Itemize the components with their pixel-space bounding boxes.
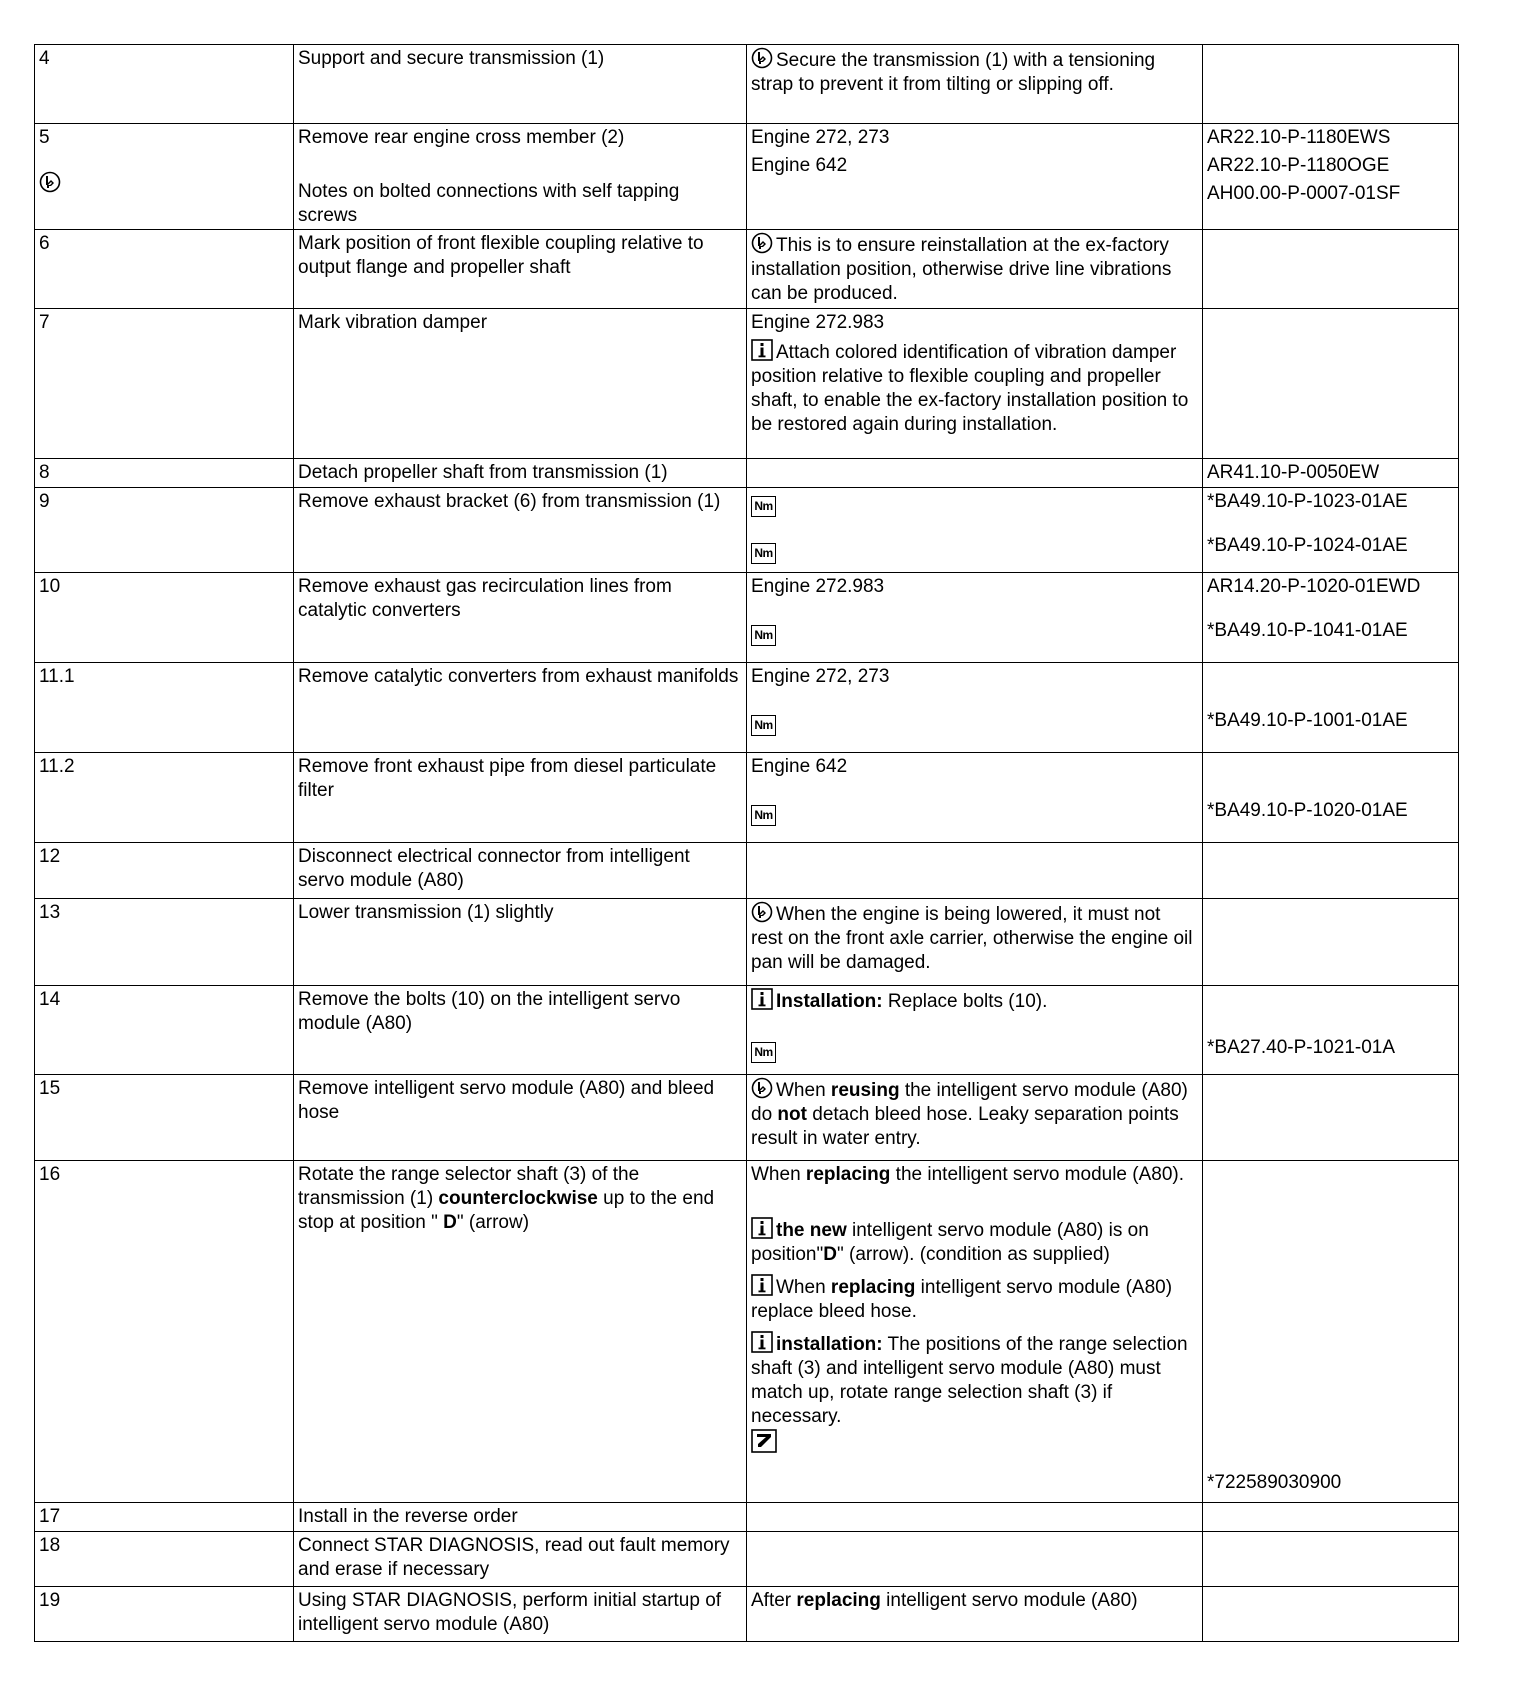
warning-icon bbox=[751, 47, 773, 69]
note-cell bbox=[747, 1532, 1203, 1587]
step-number: 7 bbox=[35, 309, 294, 459]
procedure-table bbox=[34, 44, 1459, 1642]
info-icon bbox=[751, 988, 773, 1010]
reference-cell bbox=[1203, 230, 1459, 309]
operation-text: Remove exhaust bracket (6) from transmission (1) bbox=[298, 491, 721, 512]
note-text: Engine 272.983 bbox=[751, 576, 885, 597]
table-row bbox=[35, 1075, 1459, 1161]
operation-text: Detach propeller shaft from transmission (1) bbox=[298, 462, 668, 483]
warning-icon bbox=[751, 232, 773, 254]
info-icon bbox=[751, 1217, 773, 1239]
step-number: 13 bbox=[35, 899, 294, 986]
table-row bbox=[35, 459, 1459, 488]
step-number: 12 bbox=[35, 843, 294, 899]
operation-cell bbox=[294, 309, 747, 459]
operation-text: Lower transmission (1) slightly bbox=[298, 902, 554, 923]
note-text: Engine 642 bbox=[751, 155, 848, 176]
reference-cell bbox=[1203, 663, 1459, 753]
operation-cell bbox=[294, 1587, 747, 1642]
info-icon bbox=[751, 1331, 773, 1353]
operation-text: Using STAR DIAGNOSIS, perform initial startup of intelligent servo module (A80) bbox=[298, 1590, 722, 1635]
note-cell: When replacing the intelligent servo module (A80). the new intelligent servo module (A80) is on position"D" (arrow). (condition as supplied) When replacing intelligent servo module (A80) replace bleed hose. installation: The positions of the range selection shaft (3) and intelligent servo module (A80) must match up, rotate range selection shaft (3) if necessary. bbox=[747, 1161, 1203, 1503]
reference-cell bbox=[1203, 1587, 1459, 1642]
step-number: 9 bbox=[35, 488, 294, 573]
operation-cell bbox=[294, 1532, 747, 1587]
warning-icon bbox=[39, 171, 61, 193]
note-cell bbox=[747, 573, 1203, 663]
note-cell bbox=[747, 986, 1203, 1075]
step-number: 11.2 bbox=[35, 753, 294, 843]
operation-cell bbox=[294, 843, 747, 899]
step-number: 14 bbox=[35, 986, 294, 1075]
table-row bbox=[35, 1161, 1459, 1503]
operation-text: Remove rear engine cross member (2) bbox=[298, 127, 625, 148]
note-cell: After replacing intelligent servo module (A80) bbox=[747, 1587, 1203, 1642]
reference-code: *BA49.10-P-1041-01AE bbox=[1207, 620, 1408, 641]
operation-cell bbox=[294, 230, 747, 309]
operation-cell bbox=[294, 986, 747, 1075]
table-row bbox=[35, 1532, 1459, 1587]
reference-cell bbox=[1203, 1161, 1459, 1503]
reference-cell bbox=[1203, 753, 1459, 843]
reference-code: *BA49.10-P-1023-01AE bbox=[1207, 491, 1408, 512]
note-bold: Installation: bbox=[776, 991, 883, 1012]
reference-code: *BA49.10-P-1001-01AE bbox=[1207, 710, 1408, 731]
operation-text: Mark vibration damper bbox=[298, 312, 488, 333]
info-icon bbox=[751, 339, 773, 361]
reference-cell bbox=[1203, 843, 1459, 899]
table-row bbox=[35, 309, 1459, 459]
operation-cell bbox=[294, 45, 747, 124]
table-row bbox=[35, 45, 1459, 124]
operation-text: Mark position of front flexible coupling relative to output flange and propeller shaft bbox=[298, 233, 704, 278]
torque-nm-icon: Nm bbox=[751, 496, 776, 517]
reference-cell bbox=[1203, 309, 1459, 459]
special-tool-icon bbox=[751, 1429, 777, 1453]
reference-cell bbox=[1203, 45, 1459, 124]
note-text: Engine 272.983 bbox=[751, 312, 885, 333]
step-number: 16 bbox=[35, 1161, 294, 1503]
operation-text: Support and secure transmission (1) bbox=[298, 48, 605, 69]
reference-code: AR14.20-P-1020-01EWD bbox=[1207, 576, 1421, 597]
table-row bbox=[35, 986, 1459, 1075]
table-row bbox=[35, 124, 1459, 230]
operation-cell bbox=[294, 899, 747, 986]
step-label: 5 bbox=[39, 127, 50, 148]
operation-cell bbox=[294, 459, 747, 488]
note-text: Engine 272, 273 bbox=[751, 666, 890, 687]
note-cell bbox=[747, 1503, 1203, 1532]
note-cell bbox=[747, 124, 1203, 230]
note-cell bbox=[747, 843, 1203, 899]
note-text: When the engine is being lowered, it must not rest on the front axle carrier, otherwise the engine oil pan will be damaged. bbox=[751, 904, 1193, 973]
table-row bbox=[35, 1503, 1459, 1532]
operation-text: Remove intelligent servo module (A80) and bleed hose bbox=[298, 1078, 715, 1123]
operation-cell: Rotate the range selector shaft (3) of the transmission (1) counterclockwise up to the end stop at position " D" (arrow) bbox=[294, 1161, 747, 1503]
step-number: 6 bbox=[35, 230, 294, 309]
step-number: 8 bbox=[35, 459, 294, 488]
note-cell bbox=[747, 230, 1203, 309]
step-number bbox=[35, 124, 294, 230]
operation-text: Notes on bolted connections with self tapping screws bbox=[298, 181, 680, 226]
torque-nm-icon: Nm bbox=[751, 1042, 776, 1063]
note-cell bbox=[747, 459, 1203, 488]
operation-cell bbox=[294, 1503, 747, 1532]
reference-cell bbox=[1203, 488, 1459, 573]
table-row bbox=[35, 573, 1459, 663]
note-text: Secure the transmission (1) with a tensioning strap to prevent it from tilting or slipping off. bbox=[751, 50, 1156, 95]
note-text: This is to ensure reinstallation at the ex-factory installation position, otherwise drive line vibrations can be produced. bbox=[751, 235, 1172, 304]
operation-cell bbox=[294, 124, 747, 230]
operation-cell bbox=[294, 488, 747, 573]
operation-cell bbox=[294, 573, 747, 663]
torque-nm-icon: Nm bbox=[751, 543, 776, 564]
step-number: 17 bbox=[35, 1503, 294, 1532]
note-cell bbox=[747, 309, 1203, 459]
operation-cell bbox=[294, 663, 747, 753]
step-number: 19 bbox=[35, 1587, 294, 1642]
note-cell bbox=[747, 663, 1203, 753]
note-cell: When reusing the intelligent servo module (A80) do not detach bleed hose. Leaky separation points result in water entry. bbox=[747, 1075, 1203, 1161]
step-number: 15 bbox=[35, 1075, 294, 1161]
torque-nm-icon: Nm bbox=[751, 625, 776, 646]
reference-cell bbox=[1203, 1075, 1459, 1161]
step-number: 11.1 bbox=[35, 663, 294, 753]
reference-cell bbox=[1203, 124, 1459, 230]
reference-code: AH00.00-P-0007-01SF bbox=[1207, 183, 1401, 204]
torque-nm-icon: Nm bbox=[751, 805, 776, 826]
step-number: 10 bbox=[35, 573, 294, 663]
torque-nm-icon: Nm bbox=[751, 715, 776, 736]
note-text: Attach colored identification of vibration damper position relative to flexible coupling and propeller shaft, to enable the ex-factory installation position to be restored again during installation. bbox=[751, 342, 1189, 435]
step-number: 4 bbox=[35, 45, 294, 124]
reference-cell bbox=[1203, 1532, 1459, 1587]
reference-cell bbox=[1203, 1503, 1459, 1532]
operation-text: Remove exhaust gas recirculation lines from catalytic converters bbox=[298, 576, 672, 621]
operation-cell bbox=[294, 753, 747, 843]
reference-code: *BA49.10-P-1024-01AE bbox=[1207, 535, 1408, 556]
operation-text: Remove catalytic converters from exhaust manifolds bbox=[298, 666, 739, 687]
table-row bbox=[35, 753, 1459, 843]
reference-code: AR22.10-P-1180OGE bbox=[1207, 155, 1390, 176]
table-row bbox=[35, 488, 1459, 573]
reference-cell bbox=[1203, 459, 1459, 488]
note-text: Engine 642 bbox=[751, 756, 848, 777]
table-row bbox=[35, 1587, 1459, 1642]
warning-icon bbox=[751, 1077, 773, 1099]
table-row bbox=[35, 843, 1459, 899]
step-number: 18 bbox=[35, 1532, 294, 1587]
reference-code: *722589030900 bbox=[1207, 1472, 1342, 1493]
note-cell bbox=[747, 899, 1203, 986]
operation-cell bbox=[294, 1075, 747, 1161]
operation-text: Remove the bolts (10) on the intelligent servo module (A80) bbox=[298, 989, 681, 1034]
info-icon bbox=[751, 1274, 773, 1296]
table-row bbox=[35, 663, 1459, 753]
note-cell bbox=[747, 45, 1203, 124]
note-text: Engine 272, 273 bbox=[751, 127, 890, 148]
reference-code: *BA49.10-P-1020-01AE bbox=[1207, 800, 1408, 821]
reference-cell bbox=[1203, 573, 1459, 663]
reference-code: AR41.10-P-0050EW bbox=[1207, 462, 1380, 483]
operation-text: Install in the reverse order bbox=[298, 1506, 518, 1527]
note-cell bbox=[747, 488, 1203, 573]
note-cell bbox=[747, 753, 1203, 843]
reference-code: AR22.10-P-1180EWS bbox=[1207, 127, 1391, 148]
reference-code: *BA27.40-P-1021-01A bbox=[1207, 1037, 1396, 1058]
table-row bbox=[35, 899, 1459, 986]
operation-text: Disconnect electrical connector from intelligent servo module (A80) bbox=[298, 846, 690, 891]
operation-text: Remove front exhaust pipe from diesel particulate filter bbox=[298, 756, 717, 801]
reference-cell bbox=[1203, 986, 1459, 1075]
reference-cell bbox=[1203, 899, 1459, 986]
table-row bbox=[35, 230, 1459, 309]
operation-text: Connect STAR DIAGNOSIS, read out fault memory and erase if necessary bbox=[298, 1535, 730, 1580]
warning-icon bbox=[751, 901, 773, 923]
note-text: Replace bolts (10). bbox=[882, 991, 1048, 1012]
